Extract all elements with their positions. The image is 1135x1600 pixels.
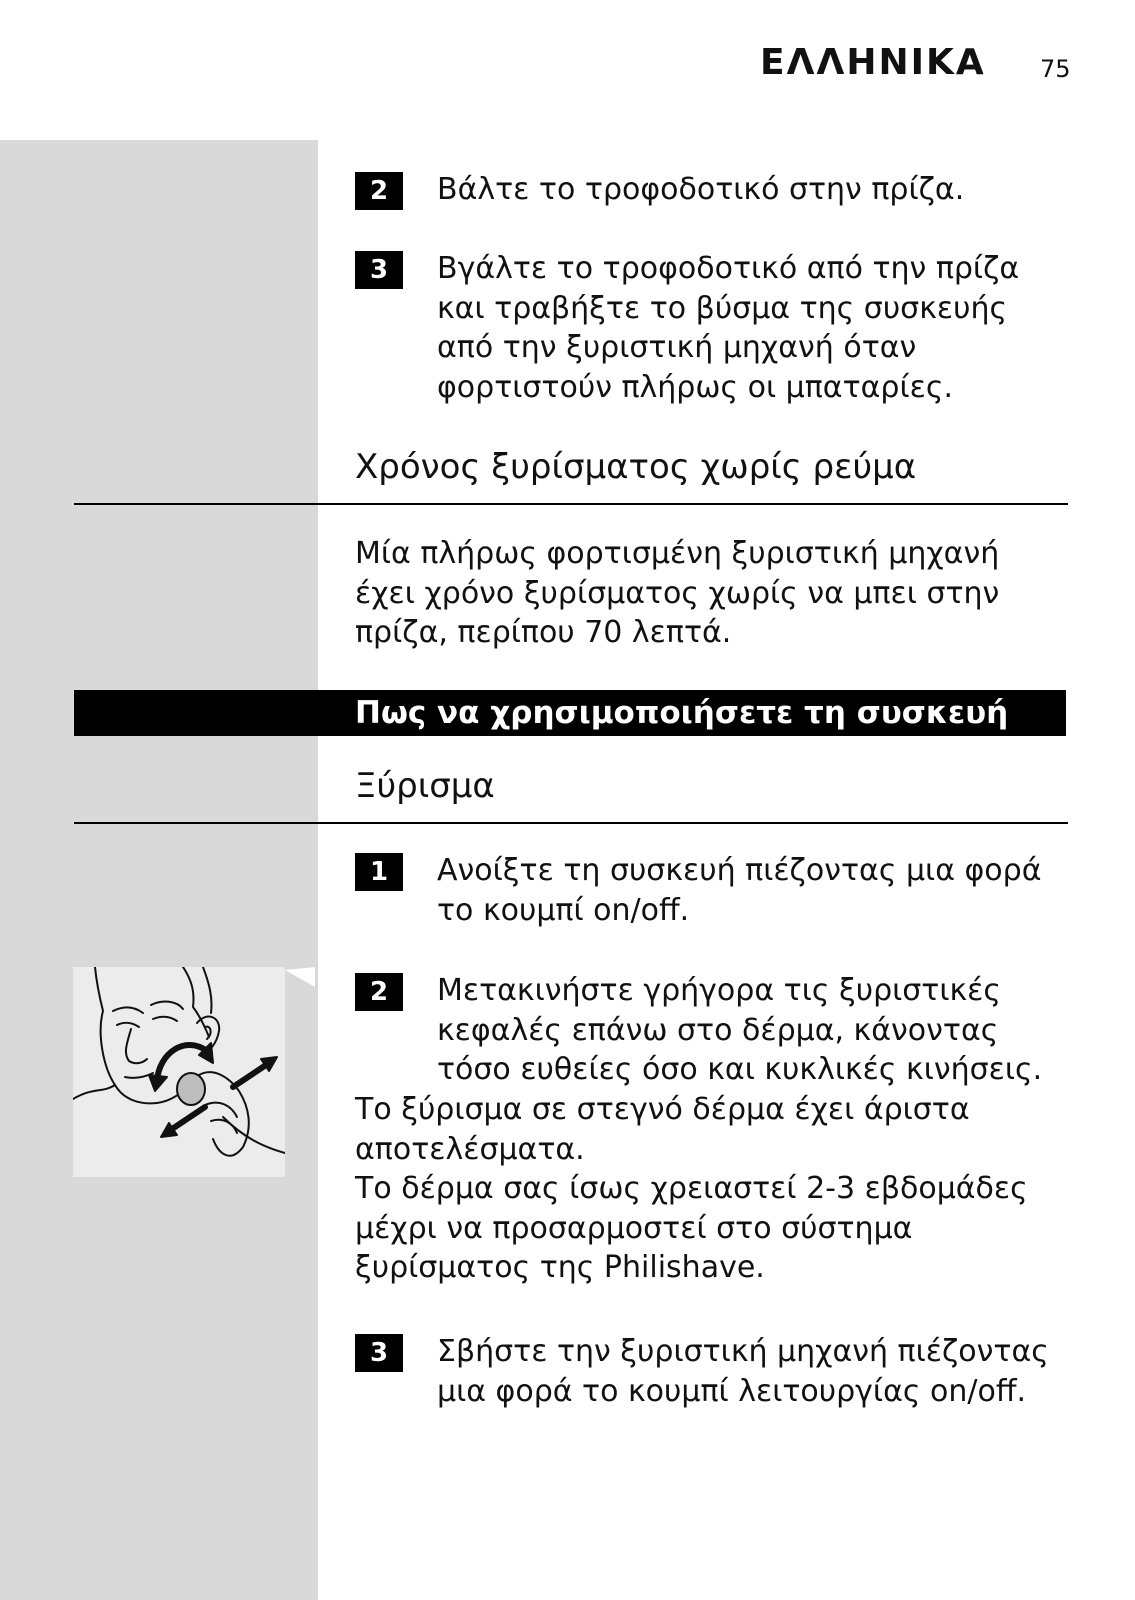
text-line: το κουμπί on/off. (437, 892, 690, 928)
text-line: Μετακινήστε γρήγορα τις ξυριστικές (437, 973, 1002, 1008)
text-line: Το δέρμα σας ίσως χρειαστεί 2-3 εβδομάδες (355, 1171, 1028, 1206)
step-number-badge: 2 (355, 973, 403, 1011)
language-header: ΕΛΛΗΝΙΚΑ (760, 42, 986, 83)
shaving-step-2-text (437, 971, 1042, 1090)
text-line: φορτιστούν πλήρως οι μπαταρίες. (437, 369, 953, 405)
step-number-badge: 3 (355, 251, 403, 289)
cordless-time-paragraph (355, 534, 999, 653)
text-line: και τραβήξτε το βύσμα της συσκευής (437, 290, 1008, 326)
shaving-note-paragraph (355, 1090, 1028, 1288)
charging-step-3-text (437, 249, 1019, 407)
shaving-heading: Ξύρισμα (355, 766, 495, 806)
cordless-time-heading: Χρόνος ξυρίσματος χωρίς ρεύμα (355, 447, 917, 487)
step-number-badge: 2 (355, 172, 403, 210)
text-line: κεφαλές επάνω στο δέρμα, κάνοντας (437, 1012, 999, 1048)
text-line: αποτελέσματα. (355, 1131, 585, 1167)
shaving-face-illustration-icon (73, 967, 285, 1177)
text-line: Ανοίξτε τη συσκευή πιέζοντας μια φορά (437, 853, 1042, 888)
text-line: τόσο ευθείες όσο και κυκλικές κινήσεις. (437, 1052, 1043, 1087)
usage-section-title: Πως να χρησιμοποιήσετε τη συσκευή (355, 695, 1009, 731)
text-line: έχει χρόνο ξυρίσματος χωρίς να μπει στην (355, 575, 1000, 611)
text-line: Μία πλήρως φορτισμένη ξυριστική μηχανή (355, 536, 1000, 571)
text-line: Το ξύρισμα σε στεγνό δέρμα έχει άριστα (355, 1092, 970, 1127)
shaving-step-3-text (437, 1332, 1049, 1411)
left-gray-sidebar (0, 140, 318, 1600)
text-line: από την ξυριστική μηχανή όταν (437, 330, 917, 365)
text-line: μέχρι να προσαρμοστεί στο σύστημα (355, 1210, 913, 1246)
text-line: πρίζα, περίπου 70 λεπτά. (355, 615, 732, 650)
page-number: 75 (1040, 55, 1071, 83)
illustration-pointer (285, 967, 315, 1017)
text-line: μια φορά το κουμπί λειτουργίας on/off. (437, 1373, 1027, 1409)
text-line: ξυρίσματος της Philishave. (355, 1250, 765, 1285)
text-line: Σβήστε την ξυριστική μηχανή πιέζοντας (437, 1334, 1049, 1369)
section-divider (74, 503, 1068, 505)
step-number-badge: 1 (355, 853, 403, 891)
text-line: Βγάλτε το τροφοδοτικό από την πρίζα (437, 251, 1020, 286)
step-number-badge: 3 (355, 1334, 403, 1372)
section-divider (74, 822, 1068, 824)
charging-step-2-text: Βάλτε το τροφοδοτικό στην πρίζα. (437, 172, 965, 207)
shaving-step-1-text (437, 851, 1041, 930)
